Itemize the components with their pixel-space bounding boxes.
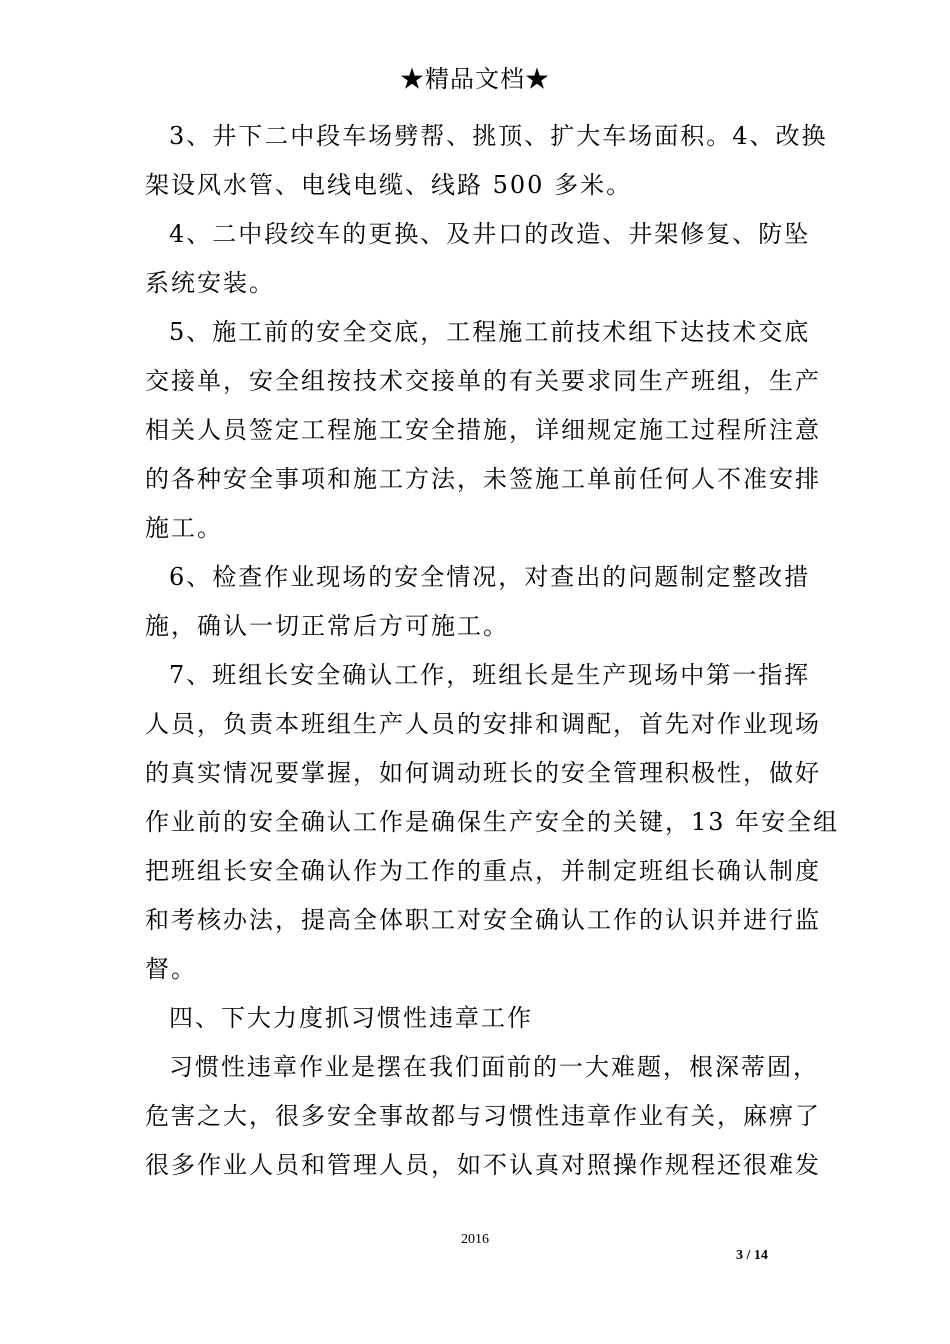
paragraph-line: 交接单，安全组按技术交接单的有关要求同生产班组，生产	[145, 367, 821, 395]
paragraph	[145, 308, 821, 553]
paragraph-line: 施，确认一切正常后方可施工。	[145, 612, 509, 640]
paragraph-line: 5、施工前的安全交底，工程施工前技术组下达技术交底	[169, 318, 811, 346]
paragraph-line: 施工。	[145, 514, 223, 542]
paragraph-line: 6、检查作业现场的安全情况，对查出的问题制定整改措	[169, 563, 811, 591]
paragraph	[145, 210, 810, 308]
paragraph	[145, 651, 840, 994]
paragraph-line: 人员，负责本班组生产人员的安排和调配，首先对作业现场	[145, 710, 821, 738]
paragraph	[145, 112, 828, 210]
paragraph-line: 7、班组长安全确认工作，班组长是生产现场中第一指挥	[169, 661, 811, 689]
paragraph-line: 相关人员签定工程施工安全措施，详细规定施工过程所注意	[145, 416, 821, 444]
paragraph-line: 危害之大，很多安全事故都与习惯性违章作业有关，麻痹了	[145, 1102, 821, 1130]
paragraph-line: 很多作业人员和管理人员，如不认真对照操作规程还很难发	[145, 1151, 821, 1179]
paragraph-line: 督。	[145, 955, 197, 983]
document-header-title: ★精品文档★	[400, 65, 550, 93]
paragraph-line: 四、下大力度抓习惯性违章工作	[169, 1004, 533, 1032]
paragraph-line: 和考核办法，提高全体职工对安全确认工作的认识并进行监	[145, 906, 821, 934]
paragraph	[145, 1043, 821, 1190]
section-heading	[145, 994, 810, 1043]
page-number: 3 / 14	[736, 1248, 768, 1263]
paragraph-line: 系统安装。	[145, 269, 275, 297]
paragraph-line: 的各种安全事项和施工方法，未签施工单前任何人不准安排	[145, 465, 821, 493]
document-body	[145, 112, 840, 1190]
paragraph	[145, 553, 810, 651]
paragraph-line: 4、二中段绞车的更换、及井口的改造、井架修复、防坠	[169, 220, 811, 248]
footer-year: 2016	[461, 1232, 489, 1247]
paragraph-line: 把班组长安全确认作为工作的重点，并制定班组长确认制度	[145, 857, 821, 885]
paragraph-line: 的真实情况要掌握，如何调动班长的安全管理积极性，做好	[145, 759, 821, 787]
paragraph-line: 习惯性违章作业是摆在我们面前的一大难题，根深蒂固，	[169, 1053, 819, 1081]
paragraph-line: 3、井下二中段车场劈帮、挑顶、扩大车场面积。4、改换	[169, 122, 828, 150]
paragraph-line: 架设风水管、电线电缆、线路 500 多米。	[145, 171, 633, 199]
paragraph-line: 作业前的安全确认工作是确保生产安全的关键，13 年安全组	[145, 808, 840, 836]
